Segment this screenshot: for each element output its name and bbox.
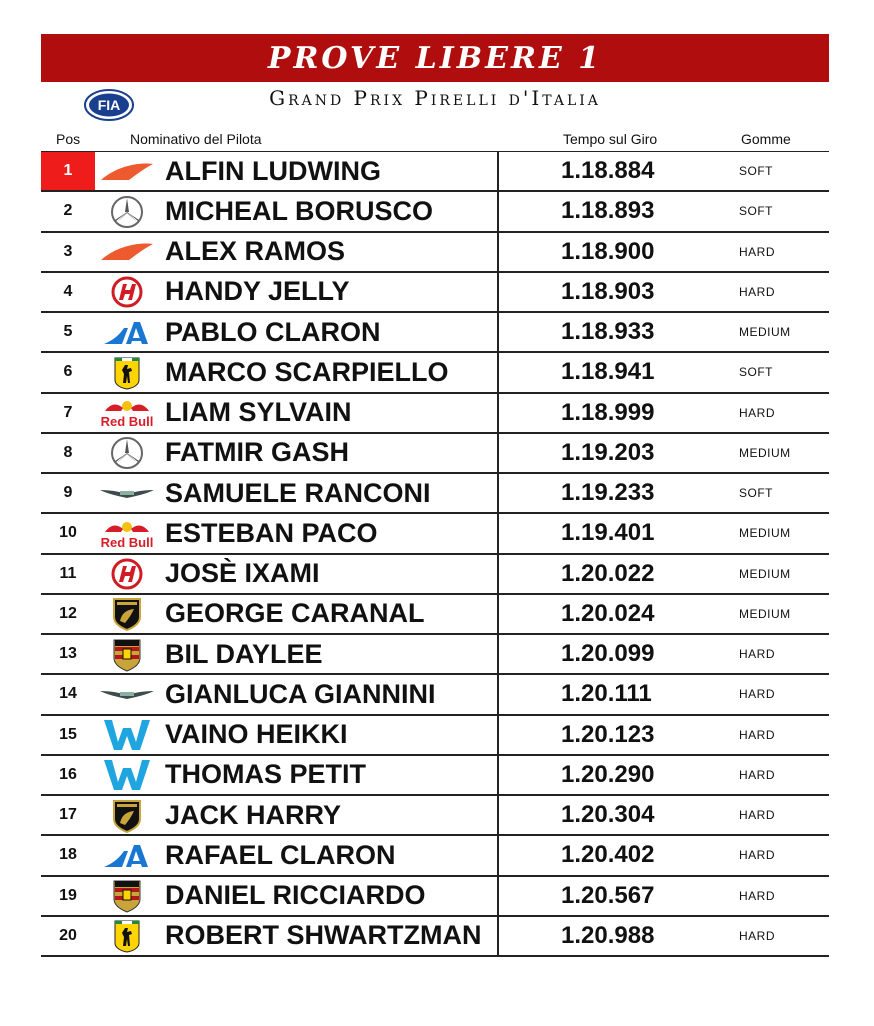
williams-icon <box>98 759 156 792</box>
table-row <box>41 836 829 876</box>
lap-time: 1.18.903 <box>561 277 655 305</box>
driver-name: JACK HARRY <box>165 799 342 830</box>
driver-name: VAINO HEIKKI <box>165 719 348 750</box>
driver-name: ALEX RAMOS <box>165 236 346 267</box>
tyre-compound: HARD <box>739 244 776 259</box>
tyre-compound: HARD <box>739 808 776 823</box>
column-divider <box>497 635 499 673</box>
redbull-icon <box>98 397 156 430</box>
table-row <box>41 917 829 957</box>
position-cell: 11 <box>59 564 77 582</box>
position-cell: 10 <box>59 524 77 542</box>
position-cell: 16 <box>59 765 77 783</box>
driver-name: THOMAS PETIT <box>165 759 366 790</box>
aston-martin-icon <box>98 477 156 510</box>
column-header-lap-time: Tempo sul Giro <box>563 131 658 147</box>
column-divider <box>497 756 499 794</box>
table-row <box>41 877 829 917</box>
position-cell: 17 <box>59 806 77 824</box>
position-cell: 2 <box>63 202 73 220</box>
results-table <box>41 151 829 957</box>
mclaren-icon <box>98 155 156 188</box>
driver-name: DANIEL RICCIARDO <box>165 880 426 911</box>
table-row <box>41 756 829 796</box>
column-divider <box>497 273 499 311</box>
svg-text:Red Bull: Red Bull <box>100 534 154 550</box>
driver-name: MARCO SCARPIELLO <box>165 356 449 387</box>
driver-name: ESTEBAN PACO <box>165 517 378 548</box>
column-divider <box>497 313 499 351</box>
table-row <box>41 716 829 756</box>
redbull-icon <box>98 517 156 550</box>
column-header-pos: Pos <box>56 131 81 147</box>
position-cell: 13 <box>59 645 77 663</box>
porsche-icon <box>98 638 156 671</box>
ferrari-icon <box>98 356 156 389</box>
lap-time: 1.18.933 <box>561 318 655 346</box>
mercedes-icon <box>98 195 156 228</box>
tyre-compound: MEDIUM <box>739 325 791 340</box>
column-divider <box>497 233 499 271</box>
lap-time: 1.20.099 <box>561 640 655 668</box>
position-cell: 14 <box>59 685 77 703</box>
tyre-compound: SOFT <box>739 365 773 380</box>
driver-name: RAFAEL CLARON <box>165 839 396 870</box>
tyre-compound: HARD <box>739 727 776 742</box>
tyre-compound: HARD <box>739 284 776 299</box>
lap-time: 1.20.402 <box>561 841 655 869</box>
tyre-compound: SOFT <box>739 486 773 501</box>
driver-name: ROBERT SHWARTZMAN <box>165 920 482 951</box>
mercedes-icon <box>98 437 156 470</box>
table-row <box>41 474 829 514</box>
column-divider <box>497 836 499 874</box>
table-row <box>41 192 829 232</box>
position-cell: 7 <box>63 403 73 421</box>
column-divider <box>497 394 499 432</box>
position-cell: 20 <box>59 926 77 944</box>
position-cell: 5 <box>63 323 73 341</box>
column-divider <box>497 716 499 754</box>
column-header-driver: Nominativo del Pilota <box>130 131 262 147</box>
driver-name: FATMIR GASH <box>165 437 349 468</box>
subtitle: Grand Prix Pirelli d'Italia <box>269 86 601 110</box>
table-row <box>41 394 829 434</box>
position-cell: 15 <box>59 725 77 743</box>
position-cell: 19 <box>59 886 77 904</box>
column-divider <box>497 192 499 230</box>
tyre-compound: HARD <box>739 647 776 662</box>
table-row <box>41 313 829 353</box>
position-cell: 12 <box>59 604 77 622</box>
lap-time: 1.18.900 <box>561 237 655 265</box>
driver-name: PABLO CLARON <box>165 316 381 347</box>
williams-icon <box>98 719 156 752</box>
table-row <box>41 635 829 675</box>
position-cell: 4 <box>63 282 73 300</box>
tyre-compound: HARD <box>739 767 776 782</box>
driver-name: GIANLUCA GIANNINI <box>165 678 436 709</box>
lap-time: 1.20.022 <box>561 559 655 587</box>
driver-name: BIL DAYLEE <box>165 638 323 669</box>
driver-name: HANDY JELLY <box>165 276 350 307</box>
tyre-compound: MEDIUM <box>739 566 791 581</box>
lap-time: 1.19.401 <box>561 519 655 547</box>
column-divider <box>497 796 499 834</box>
lap-time: 1.18.884 <box>561 157 655 185</box>
title-banner <box>41 34 829 82</box>
table-row <box>41 595 829 635</box>
lap-time: 1.20.567 <box>561 881 655 909</box>
svg-text:Red Bull: Red Bull <box>100 414 154 429</box>
position-cell: 9 <box>63 484 73 502</box>
lap-time: 1.19.233 <box>561 479 655 507</box>
driver-name: MICHEAL BORUSCO <box>165 195 434 226</box>
column-divider <box>497 152 499 190</box>
tyre-compound: SOFT <box>739 164 773 179</box>
column-divider <box>497 514 499 552</box>
tyre-compound: MEDIUM <box>739 445 791 460</box>
position-cell: 6 <box>63 363 73 381</box>
column-divider <box>497 555 499 593</box>
column-divider <box>497 595 499 633</box>
mclaren-icon <box>98 236 156 269</box>
page-title: PROVE LIBERE 1 <box>267 40 603 76</box>
tyre-compound: HARD <box>739 928 776 943</box>
position-cell: 18 <box>59 846 77 864</box>
table-row <box>41 434 829 474</box>
column-divider <box>497 434 499 472</box>
lap-time: 1.20.111 <box>561 680 652 708</box>
tyre-compound: MEDIUM <box>739 526 791 541</box>
table-row <box>41 675 829 715</box>
porsche-icon <box>98 880 156 913</box>
tyre-compound: HARD <box>739 888 776 903</box>
lamborghini-icon <box>98 598 156 631</box>
table-row <box>41 152 829 192</box>
driver-name: SAMUELE RANCONI <box>165 477 431 508</box>
lap-time: 1.20.988 <box>561 921 655 949</box>
lap-time: 1.20.304 <box>561 801 655 829</box>
haas-icon <box>98 276 156 309</box>
tyre-compound: HARD <box>739 405 776 420</box>
lamborghini-icon <box>98 799 156 832</box>
alpine-icon <box>98 839 156 872</box>
driver-name: LIAM SYLVAIN <box>165 397 352 428</box>
lap-time: 1.19.203 <box>561 438 655 466</box>
tyre-compound: HARD <box>739 687 776 702</box>
aston-martin-icon <box>98 678 156 711</box>
table-row <box>41 555 829 595</box>
tyre-compound: HARD <box>739 848 776 863</box>
table-row <box>41 233 829 273</box>
table-row <box>41 353 829 393</box>
column-header-tyres: Gomme <box>741 131 791 147</box>
driver-name: JOSÈ IXAMI <box>165 558 320 589</box>
tyre-compound: SOFT <box>739 204 773 219</box>
ferrari-icon <box>98 920 156 953</box>
lap-time: 1.20.290 <box>561 760 655 788</box>
column-divider <box>497 917 499 955</box>
position-cell: 8 <box>63 443 73 461</box>
column-divider <box>497 877 499 915</box>
position-cell: 3 <box>63 242 73 260</box>
column-divider <box>497 353 499 391</box>
alpine-icon <box>98 316 156 349</box>
lap-time: 1.18.941 <box>561 358 655 386</box>
haas-icon <box>98 558 156 591</box>
position-cell: 1 <box>41 152 95 190</box>
lap-time: 1.20.024 <box>561 599 655 627</box>
table-row <box>41 273 829 313</box>
fia-logo-text: FIA <box>97 97 121 113</box>
lap-time: 1.20.123 <box>561 720 655 748</box>
tyre-compound: MEDIUM <box>739 606 791 621</box>
table-row <box>41 796 829 836</box>
lap-time: 1.18.893 <box>561 197 655 225</box>
lap-time: 1.18.999 <box>561 398 655 426</box>
driver-name: GEORGE CARANAL <box>165 598 425 629</box>
column-divider <box>497 675 499 713</box>
driver-name: ALFIN LUDWING <box>165 155 381 186</box>
table-row <box>41 514 829 554</box>
column-divider <box>497 474 499 512</box>
